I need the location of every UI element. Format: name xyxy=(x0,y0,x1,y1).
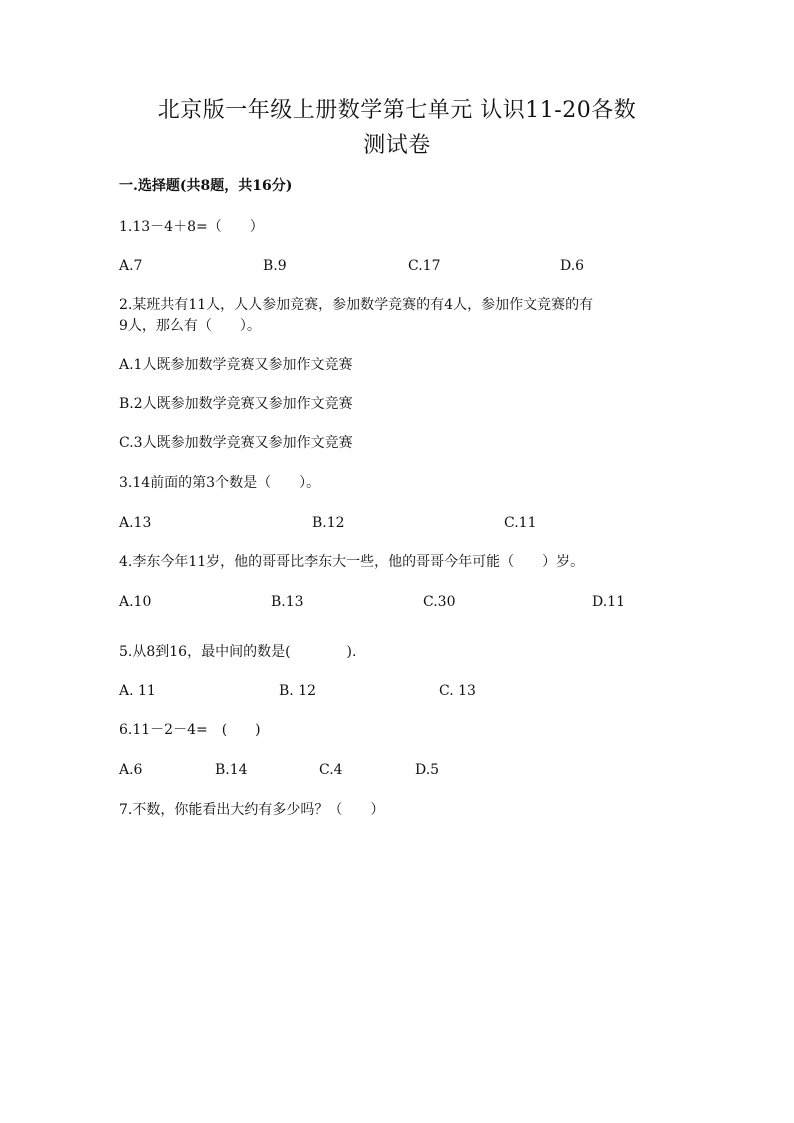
section-heading: 一.选择题(共8题，共16分) xyxy=(119,178,293,194)
question-2-option-c: C.3人既参加数学竞赛又参加作文竞赛 xyxy=(119,435,353,451)
question-3-option-c: C.11 xyxy=(504,515,537,531)
question-6-option-c: C.4 xyxy=(319,762,343,778)
question-1-option-d: D.6 xyxy=(560,258,585,274)
question-5-stem: 5.从8到16，最中间的数是( ). xyxy=(119,644,357,660)
page-title: 北京版一年级上册数学第七单元 认识11-20各数 xyxy=(157,98,637,123)
question-3-option-a: A.13 xyxy=(119,515,152,531)
question-4-option-c: C.30 xyxy=(423,594,456,610)
question-3-stem: 3.14前面的第3个数是（ ）。 xyxy=(119,475,321,491)
question-4-stem: 4.李东今年11岁，他的哥哥比李东大一些，他的哥哥今年可能（ ）岁。 xyxy=(119,554,585,570)
question-4-option-a: A.10 xyxy=(119,594,152,610)
question-5-option-c: C. 13 xyxy=(439,683,476,699)
question-6-stem: 6.11－2－4= ( ) xyxy=(119,722,261,738)
question-2-stem-line-1: 2.某班共有11人，人人参加竞赛，参加数学竞赛的有4人，参加作文竞赛的有 xyxy=(119,297,594,313)
question-1-option-a: A.7 xyxy=(119,258,143,274)
question-7-stem: 7.不数，你能看出大约有多少吗？（ ） xyxy=(119,802,385,818)
question-4-option-d: D.11 xyxy=(592,594,625,610)
question-6-option-b: B.14 xyxy=(215,762,248,778)
question-6-option-a: A.6 xyxy=(119,762,143,778)
question-2-option-a: A.1人既参加数学竞赛又参加作文竞赛 xyxy=(119,357,353,373)
page-title-continued: 测试卷 xyxy=(363,133,431,158)
question-4-option-b: B.13 xyxy=(271,594,304,610)
question-1-stem: 1.13－4＋8=（ ） xyxy=(119,219,264,235)
question-2-option-b: B.2人既参加数学竞赛又参加作文竞赛 xyxy=(119,396,353,412)
question-5-option-b: B. 12 xyxy=(279,683,317,699)
question-3-option-b: B.12 xyxy=(312,515,345,531)
question-2-stem-line-2: 9人，那么有（ ）。 xyxy=(119,318,261,334)
question-5-option-a: A. 11 xyxy=(119,683,156,699)
question-1-option-c: C.17 xyxy=(408,258,441,274)
question-1-option-b: B.9 xyxy=(263,258,287,274)
question-6-option-d: D.5 xyxy=(415,762,440,778)
